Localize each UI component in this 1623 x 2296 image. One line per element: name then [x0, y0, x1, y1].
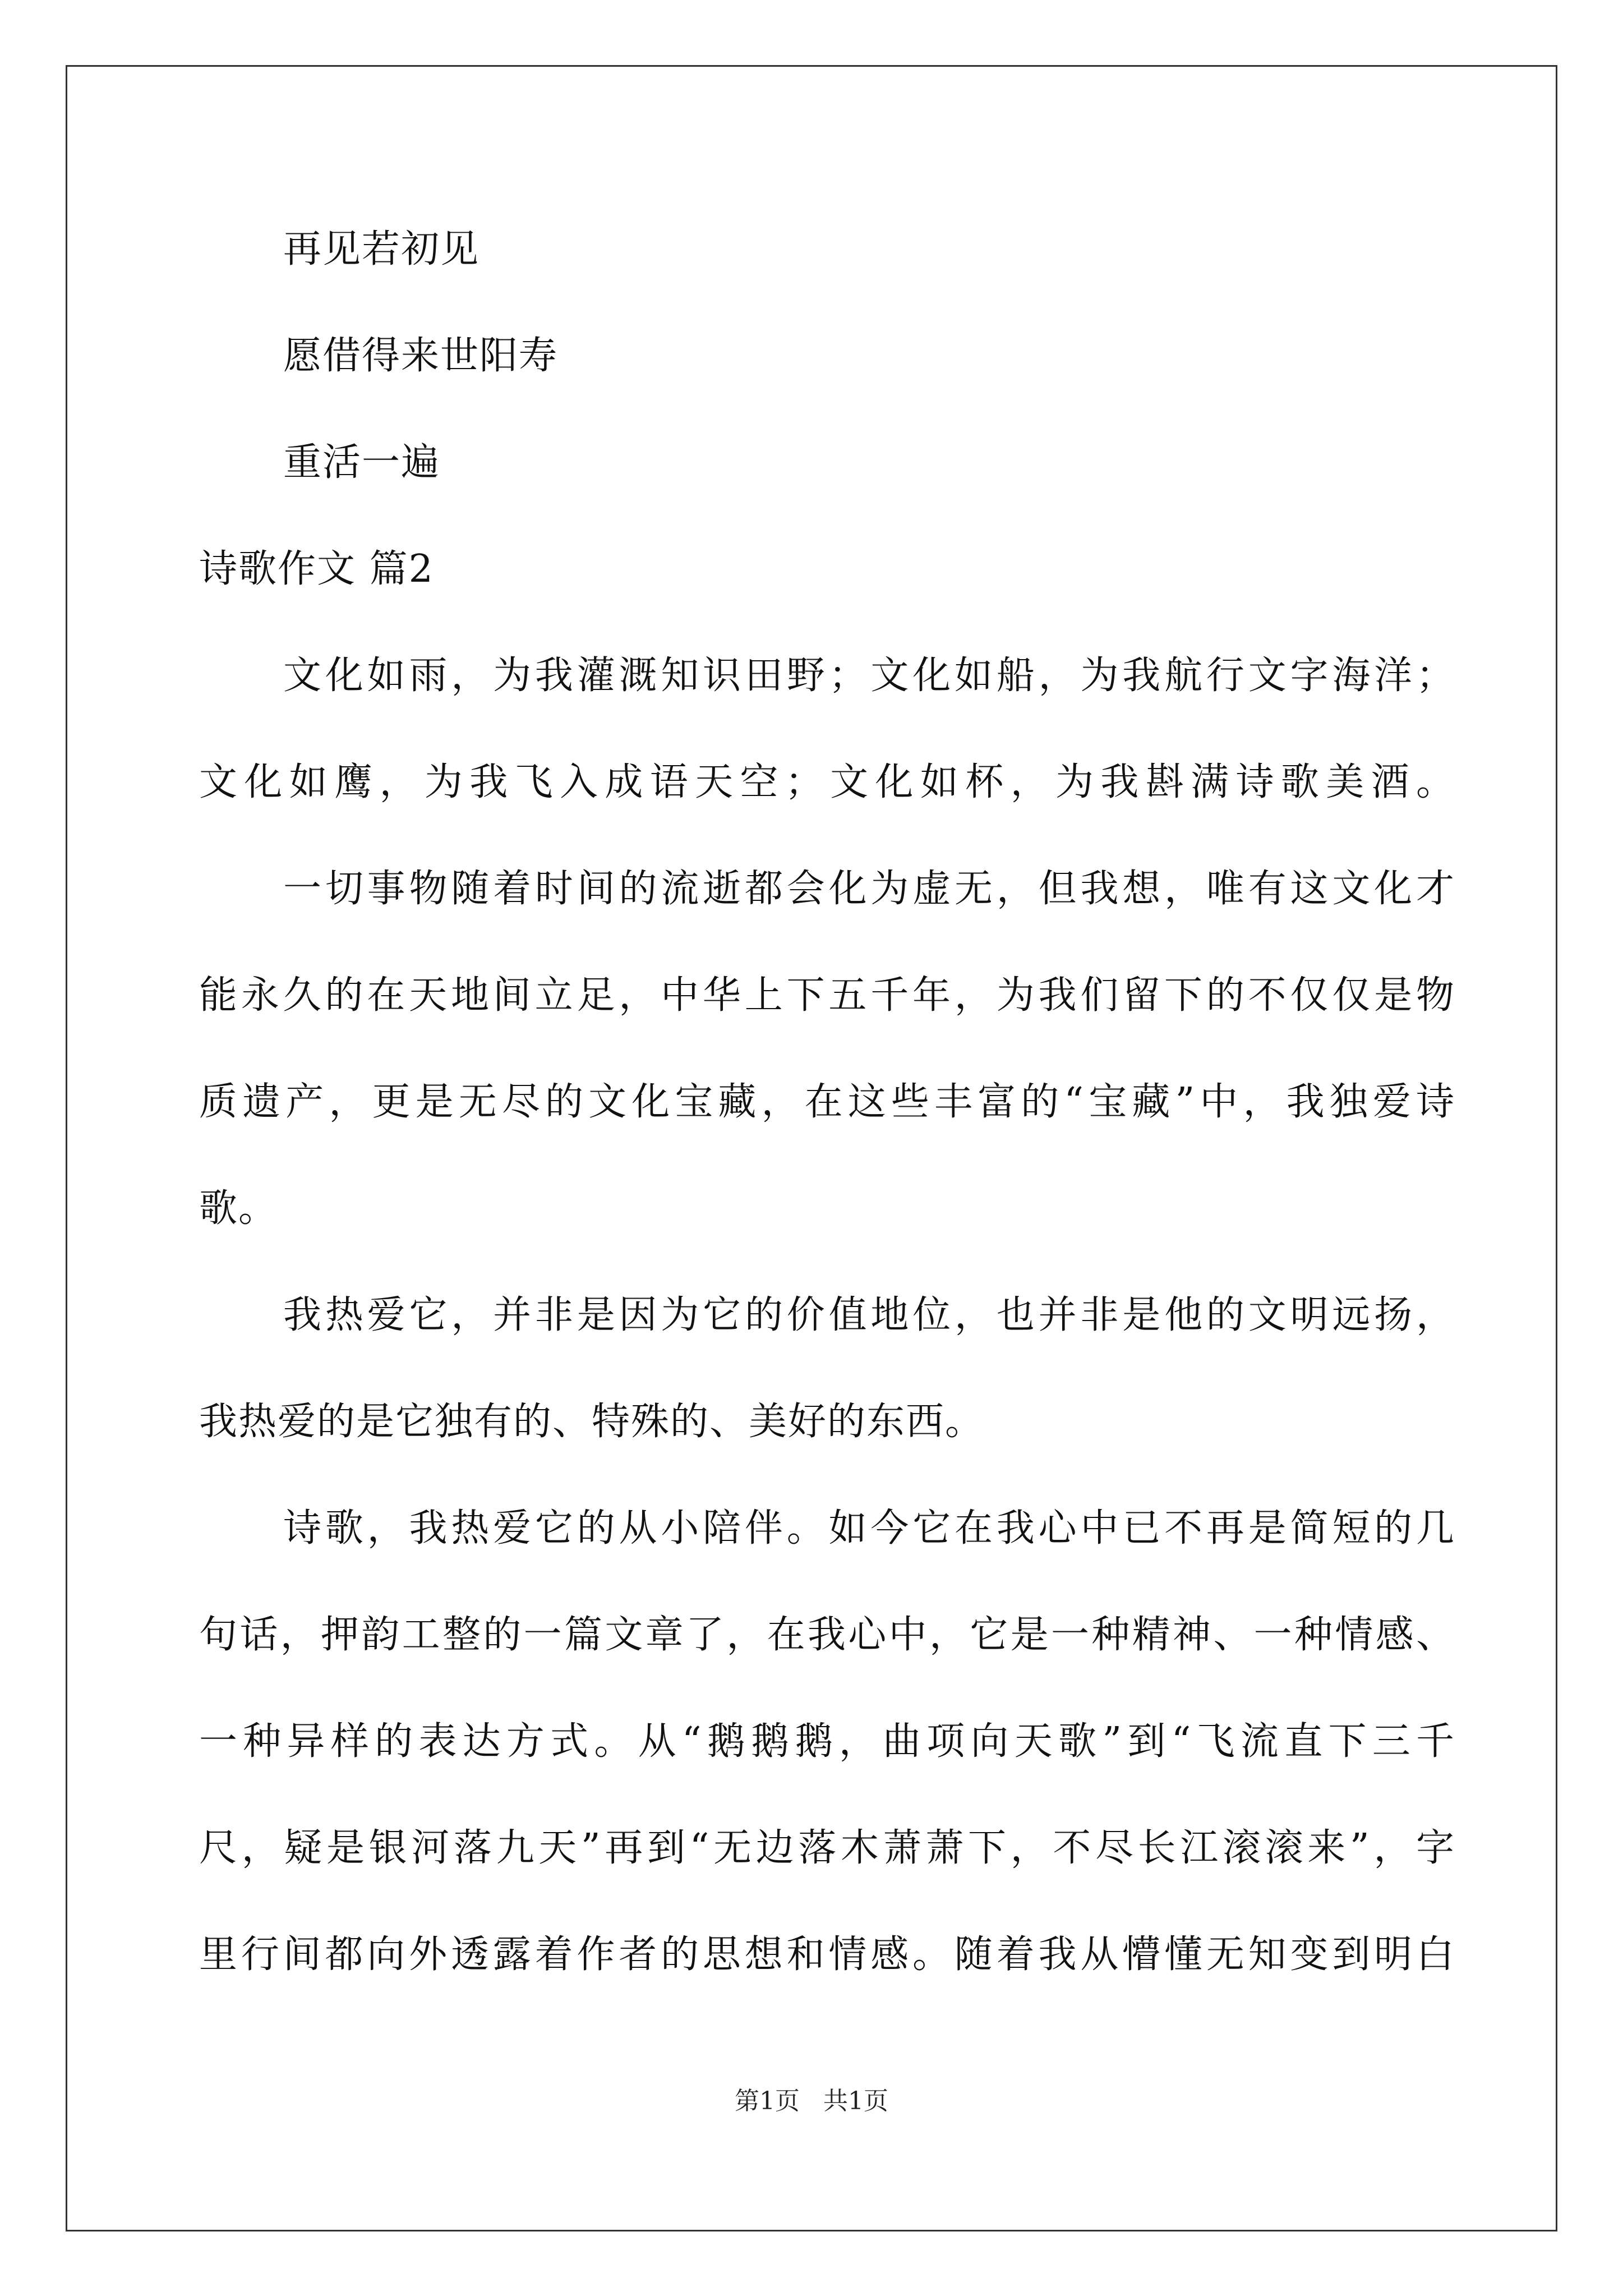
paragraph-1-line-2: 文化如鹰，为我飞入成语天空；文化如杯，为我斟满诗歌美酒。 [199, 760, 1455, 804]
paragraph-4-line-1: 诗歌，我热爱它的从小陪伴。如今它在我心中已不再是简短的几 [283, 1506, 1455, 1550]
paragraph-4-line-5: 里行间都向外透露着作者的思想和情感。随着我从懵懂无知变到明白 [199, 1932, 1455, 1977]
poem-line-3: 重活一遍 [283, 440, 441, 485]
paragraph-3-line-1: 我热爱它，并非是因为它的价值地位，也并非是他的文明远扬， [283, 1293, 1455, 1337]
paragraph-4-line-2: 句话，押韵工整的一篇文章了，在我心中，它是一种精神、一种情感、 [199, 1613, 1455, 1657]
paragraph-2-line-3: 质遗产，更是无尽的文化宝藏，在这些丰富的“宝藏”中，我独爱诗 [199, 1080, 1455, 1124]
page-footer: 第1页 共1页 [735, 2087, 888, 2115]
paragraph-4-line-3: 一种异样的表达方式。从“鹅鹅鹅，曲项向天歌”到“飞流直下三千 [199, 1719, 1455, 1764]
poem-line-2: 愿借得来世阳寿 [283, 334, 559, 378]
paragraph-3-line-2: 我热爱的是它独有的、特殊的、美好的东西。 [199, 1400, 985, 1444]
paragraph-2-line-1: 一切事物随着时间的流逝都会化为虚无，但我想，唯有这文化才 [283, 867, 1455, 911]
page-border [66, 65, 1557, 2231]
paragraph-2-line-2: 能永久的在天地间立足，中华上下五千年，为我们留下的不仅仅是物 [199, 973, 1455, 1018]
paragraph-4-line-4: 尺，疑是银河落九天”再到“无边落木萧萧下，不尽长江滚滚来”，字 [199, 1826, 1455, 1870]
paragraph-1-line-1: 文化如雨，为我灌溉知识田野；文化如船，为我航行文字海洋； [283, 654, 1455, 698]
paragraph-2-line-4: 歌。 [199, 1186, 278, 1231]
poem-line-1: 再见若初见 [283, 227, 480, 272]
section-heading: 诗歌作文 篇2 [199, 547, 434, 591]
